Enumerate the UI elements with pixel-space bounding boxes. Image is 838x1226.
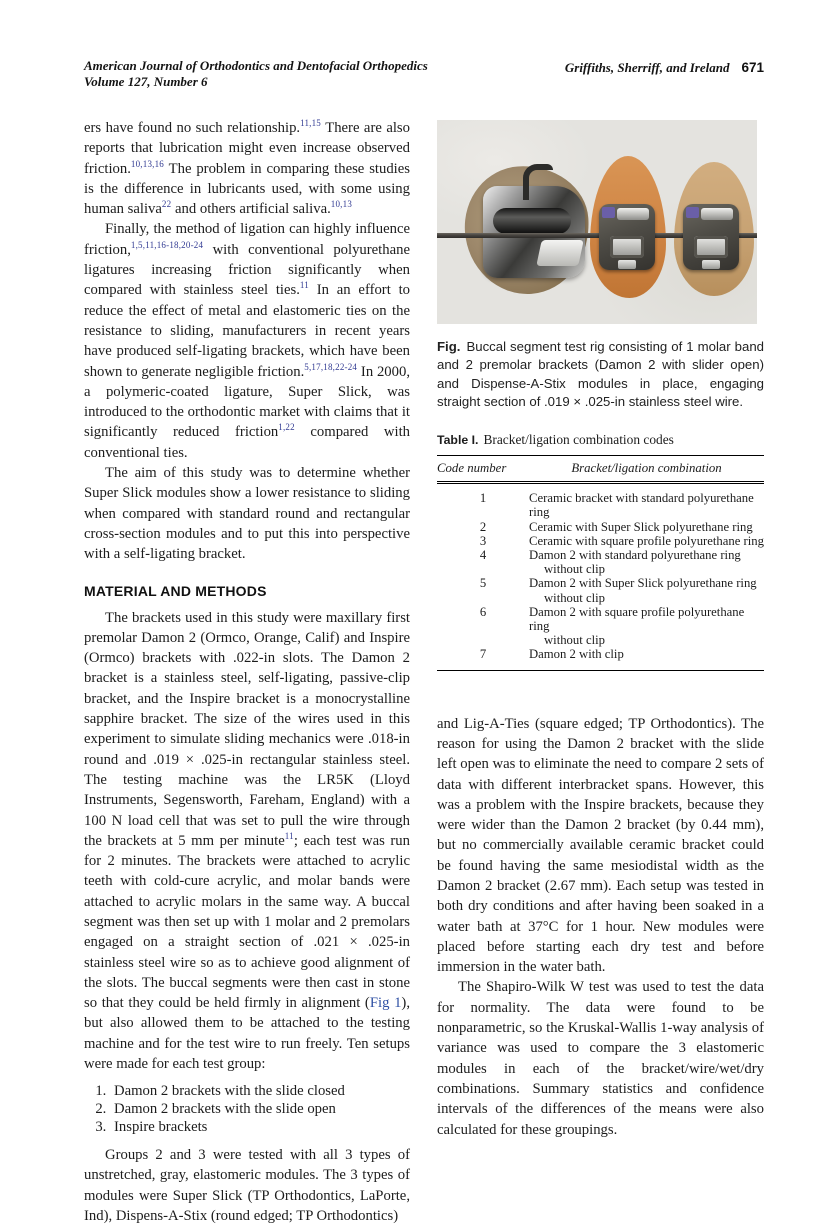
premolar-bracket-1 [599,204,655,270]
figure-label: Fig. [437,339,461,354]
band-hook [523,164,553,200]
code-cell: 5 [479,576,487,591]
column-header-code: Code number [437,461,507,476]
bracket-clip [610,236,644,258]
table-row [437,548,764,576]
paragraph-methods: The brackets used in this study were maxillary first premolar Damon 2 (Ormco, Orange, Calif) and Inspire (Ormco) brackets with .022-in slots. The Damon 2 bracket is a stainless steel, self-ligating, passive-clip bracket, and the Inspire bracket is a monocrystalline sapphire bracket. The size of the wires used in this experiment to simulate sliding mechanics were .018-in round and .019 × .025-in rectangular stainless steel. The testing machine was the LR5K (Lloyd Instruments, Segensworth, Fareham, England) with a 100 N load cell that was set to pull the wire through the brackets at 5 mm per minute$^{11}$; each test was run for 2 minutes. The brackets were attached to acrylic teeth with cold-cure acrylic, and molar bands were attached to acrylic molars in the same way. A buccal segment was then set up with 1 molar and 2 premolars engaged on a straight section of .021 × .025-in stainless steel wire so as to achieve good alignment of the slots. The buccal segments were then cast in stone so that they could be held firmly in alignment (Fig 1), but also allowed them to be attached to the testing machine and for the test wire to run freely. Ten setups were made for each test group: [84,609,410,1073]
test-group-list [84,1083,410,1136]
paragraph-statistics: The Shapiro-Wilk W test was used to test the data for normality. The data were found to be nonparametric, so the Kruskal-Wallis 1-way analysis of variance was used to compare the 3 elastomeric modules in each of the bracket/wire/wet/dry combinations. Summary statistics and confidence intervals of the differences of the means were also calculated for these groupings. [437,979,764,1138]
bracket-clip [694,236,728,258]
running-head-right [565,59,764,77]
combination-cell: Damon 2 with Super Slick polyurethane ring without clip [529,576,764,604]
running-authors: Griffiths, Sherriff, and Ireland [564,60,730,75]
code-cell: 3 [479,533,487,548]
table-1 [437,432,764,670]
table-row [437,520,764,534]
code-cell: 4 [479,548,487,562]
journal-title: American Journal of Orthodontics and Dentofacial Orthopedics [84,58,428,73]
citation-ref[interactable]: 11 [284,830,294,841]
combination-note: without clip [544,590,605,605]
bracket-tab [618,260,636,269]
table-grid [437,455,764,670]
citation-ref[interactable]: 1,5,11,16-18,20-24 [130,239,204,250]
citation-ref[interactable]: 11 [299,280,309,291]
figure-link[interactable]: Fig 1 [369,995,402,1012]
code-cell: 7 [479,647,487,662]
paragraph-ligaties: and Lig-A-Ties (square edged; TP Orthodontics). The reason for using the Damon 2 bracket with the slide left open was to eliminate the need to compare 2 sets of data with different interbracket spans. However, this was a problem with the Inspire brackets, because they were wider than the Damon 2 bracket (by 0.44 mm), but no commercially available ceramic bracket could be found having the same mesiodistal width as the Damon 2 bracket (2.67 mm). Each setup was tested in both dry conditions and after having been soaked in a water bath at 37°C for 1 hour. New modules were placed before starting each dry test and before immersion in the water bath. [437,715,764,976]
table-row [437,605,764,648]
page-number: 671 [741,60,764,75]
bracket-wing-top [701,208,733,220]
table-row [437,534,764,548]
code-cell: 1 [479,491,487,506]
list-item: 3. Inspire brackets [110,1119,410,1137]
column-header-combination: Bracket/ligation combination [571,461,722,476]
list-item: 1. Damon 2 brackets with the slide closed [110,1083,410,1101]
citation-ref[interactable]: 10,13,16 [130,158,165,169]
table-title-text: Bracket/ligation combination codes [483,432,674,448]
table-title [437,432,764,448]
bracket-wing-top [617,208,649,220]
paragraph-groups: Groups 2 and 3 were tested with all 3 types of unstretched, gray, elastomeric modules. The 3 types of modules were Super Slick (TP Orthodontics, LaPorte, Ind), Dispens-A-Stix (round edged; TP Orthodontics) [84,1147,410,1225]
code-cell: 6 [479,604,487,619]
combination-cell: Damon 2 with clip [529,647,624,662]
paragraph-finally: Finally, the method of ligation can highly influence friction,$^{1,5,11,16-18,20-24}$ with conventional polyurethane ligatures increasing friction significantly when compared with stainless steel ties.$^{11}$ In an effort to reduce the effect of metal and elastomeric ties on the resistance to sliding, manufacturers in recent years have produced self-ligating brackets, which have been shown to generate negligible friction.$^{5,17,18,22-24}$ In 2000, a polymeric-coated ligature, Super Slick, was introduced to the orthodontic market with claims that it significantly reduced friction$^{1,22}$ compared with conventional ties. [84,221,410,461]
band-tube [493,208,571,234]
premolar-bracket-2 [683,204,739,270]
list-item: 2. Damon 2 brackets with the slide open [110,1101,410,1119]
citation-ref[interactable]: 10,13 [330,199,353,210]
paragraph-aim: The aim of this study was to determine whether Super Slick modules show a lower resistance to sliding when compared with standard round and rectangular cross-section modules and to put this into perspective with a self-ligating bracket. [84,465,410,563]
purple-marker-icon [686,207,699,218]
citation-ref[interactable]: 1,22 [278,422,295,433]
table-row [437,576,764,604]
combination-note: without clip [544,633,605,648]
band-shine [536,240,584,266]
left-column [84,118,410,1226]
running-head-left [84,58,428,89]
citation-ref[interactable]: 5,17,18,22-24 [304,361,358,372]
combination-cell: Ceramic with square profile polyurethane ring [529,533,764,548]
combination-cell: Ceramic with Super Slick polyurethane ring [529,519,753,534]
purple-marker-icon [602,207,615,218]
figure-caption-text: Buccal segment test rig consisting of 1 molar band and 2 premolar brackets (Damon 2 with slider open) and Dispense-A-Stix modules in place, engaging straight section of .019 × .025-in stainless steel wire. [437,339,764,409]
right-column [437,120,764,1140]
bracket-tab [702,260,720,269]
paragraph-intro: ers have found no such relationship.$^{11,15}$ There are also reports that lubrication might even increase observed friction.$^{10,13,16}$ The problem in comparing these studies is the difference in lubricants used, with some using human saliva$^{22}$ and others artificial saliva.$^{10,13}$ [84,118,410,218]
table-row [437,491,764,519]
table-label: Table I. [437,433,479,448]
table-header-row [437,456,764,484]
table-row [437,647,764,661]
table-body [437,484,764,670]
figure-photo [437,120,757,324]
citation-ref[interactable]: 11,15 [300,118,322,129]
figure-caption [437,338,764,411]
citation-ref[interactable]: 22 [161,199,172,210]
combination-cell: Damon 2 with square profile polyurethane ring without clip [529,605,764,648]
code-cell: 2 [479,519,487,534]
volume-info: Volume 127, Number 6 [84,73,208,89]
section-heading-methods: MATERIAL AND METHODS [84,582,267,599]
combination-cell: Ceramic bracket with standard polyurethane ring [529,491,754,520]
combination-cell: Damon 2 with standard polyurethane ring without clip [529,548,764,576]
combination-note: without clip [544,562,605,577]
